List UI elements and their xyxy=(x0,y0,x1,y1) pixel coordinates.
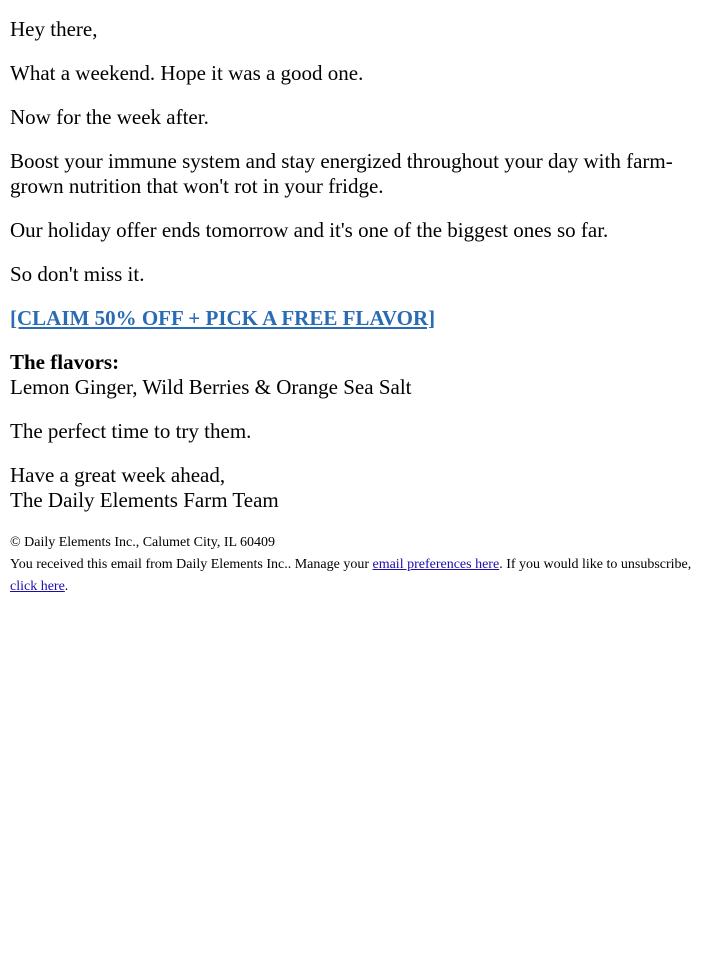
claim-offer-link[interactable]: [CLAIM 50% OFF + PICK A FREE FLAVOR] xyxy=(10,306,436,330)
email-preferences-link[interactable]: email preferences here xyxy=(372,557,500,572)
unsubscribe-link[interactable]: click here xyxy=(10,579,65,594)
flavors-list: Lemon Ginger, Wild Berries & Orange Sea Salt xyxy=(10,375,412,399)
signoff-section xyxy=(10,463,714,513)
greeting: Hey there, xyxy=(10,17,98,41)
flavors-section xyxy=(10,350,714,400)
boost-paragraph xyxy=(10,149,714,199)
boost-line-2: grown nutrition that won't rot in your fridge. xyxy=(10,174,384,198)
week-after-line: Now for the week after. xyxy=(10,105,209,129)
signature: The Daily Elements Farm Team xyxy=(10,488,279,512)
footer-copyright: © Daily Elements Inc., Calumet City, IL 60409 xyxy=(10,535,276,550)
email-footer xyxy=(10,532,714,598)
boost-line-1: Boost your immune system and stay energized throughout your day with farm- xyxy=(10,149,673,173)
footer-received-text: You received this email from Daily Elements Inc.. Manage your xyxy=(10,557,373,572)
offer-line: Our holiday offer ends tomorrow and it's one of the biggest ones so far. xyxy=(10,218,609,242)
dont-miss-line: So don't miss it. xyxy=(10,262,145,286)
footer-received-line xyxy=(10,554,714,576)
flavors-heading: The flavors: xyxy=(10,350,120,374)
footer-unsubscribe-text: . If you would like to unsubscribe, xyxy=(499,557,692,572)
footer-trailing-period: . xyxy=(64,579,69,594)
signoff: Have a great week ahead, xyxy=(10,463,226,487)
weekend-line: What a weekend. Hope it was a good one. xyxy=(10,61,364,85)
perfect-time-line: The perfect time to try them. xyxy=(10,419,252,443)
footer-unsubscribe-line xyxy=(10,576,714,598)
